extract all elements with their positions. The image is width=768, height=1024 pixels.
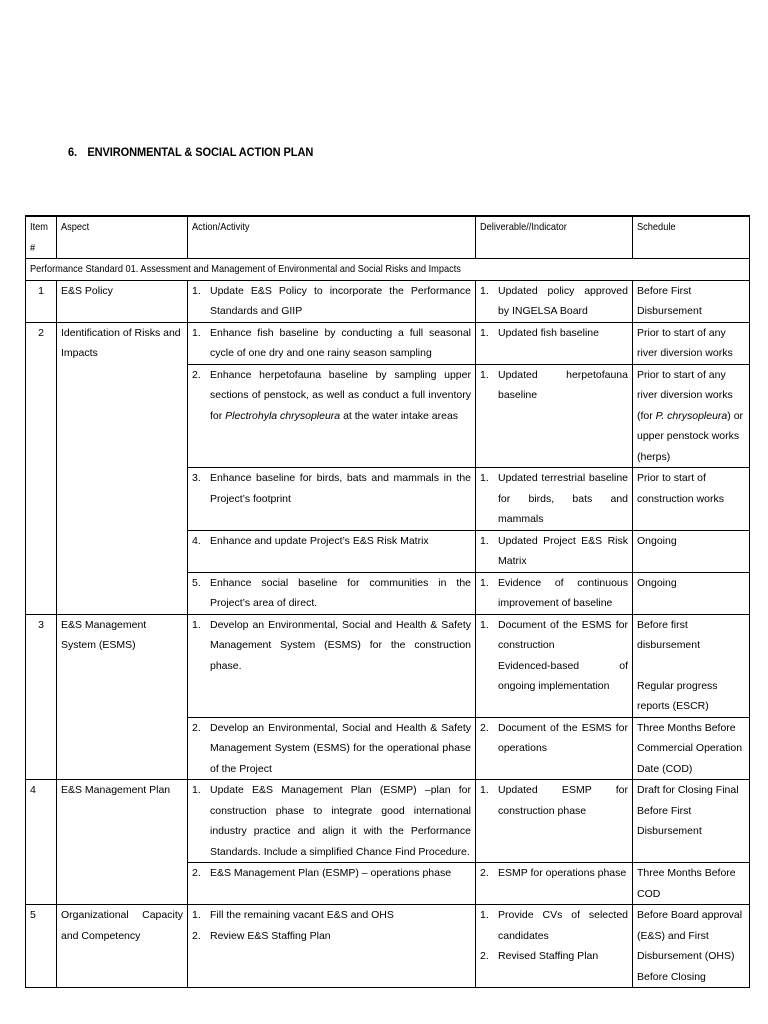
action-cell: 5. Enhance social baseline for communities in the Project’s area of direct. xyxy=(188,572,476,614)
deliverable-cell: 1. Evidence of continuous improvement of baseline xyxy=(476,572,633,614)
deliverable-cell: 1. Document of the ESMS for construction Evidenced-based of ongoing implementation xyxy=(476,614,633,717)
deliverable-cell: 1. Updated herpetofauna baseline xyxy=(476,364,633,468)
header-schedule: Schedule xyxy=(633,216,750,259)
schedule-cell: Draft for Closing Final Before First Disbursement xyxy=(633,780,750,863)
deliverable-cell: 1. Updated ESMP for construction phase xyxy=(476,780,633,863)
section-title: ENVIRONMENTAL & SOCIAL ACTION PLAN xyxy=(87,145,314,159)
action-cell: 1. Enhance fish baseline by conducting a full seasonal cycle of one dry and one rainy season sampling xyxy=(188,322,476,364)
header-aspect: Aspect xyxy=(57,216,188,259)
schedule-cell: Prior to start of any river diversion works xyxy=(633,322,750,364)
action-cell: 1. Update E&S Policy to incorporate the Performance Standards and GIIP xyxy=(188,280,476,322)
aspect-cell: Identification of Risks and Impacts xyxy=(57,322,188,614)
action-cell: 1. Develop an Environmental, Social and Health & Safety Management System (ESMS) for the construction phase. xyxy=(188,614,476,717)
table-row xyxy=(26,614,750,717)
header-action: Action/Activity xyxy=(188,216,476,259)
schedule-cell: Before First Disbursement xyxy=(633,280,750,322)
aspect-cell: E&S Policy xyxy=(57,280,188,322)
action-cell: 1. Fill the remaining vacant E&S and OHS 2. Review E&S Staffing Plan xyxy=(188,905,476,988)
deliverable-cell: 1. Updated fish baseline xyxy=(476,322,633,364)
action-cell: 2. Develop an Environmental, Social and Health & Safety Management System (ESMS) for the operational phase of the Project xyxy=(188,717,476,780)
table-row xyxy=(26,322,750,364)
section-number: 6. xyxy=(68,145,78,159)
schedule-cell: Three Months Before Commercial Operation Date (COD) xyxy=(633,717,750,780)
aspect-cell: E&S Management Plan xyxy=(57,780,188,905)
item-number: 3 xyxy=(26,614,57,780)
schedule-cell: Three Months Before COD xyxy=(633,863,750,905)
schedule-cell: Ongoing xyxy=(633,572,750,614)
aspect-cell: Organizational Capacity and Competency xyxy=(57,905,188,988)
action-cell: 2. Enhance herpetofauna baseline by sampling upper sections of penstock, as well as conduct a full inventory for Plectrohyla chrysopleura at the water intake areas xyxy=(188,364,476,468)
aspect-cell: E&S Management System (ESMS) xyxy=(57,614,188,780)
deliverable-cell: 1. Updated policy approved by INGELSA Board xyxy=(476,280,633,322)
header-item: Item # xyxy=(26,216,57,259)
performance-standard-label: Performance Standard 01. Assessment and Management of Environmental and Social Risks and Impacts xyxy=(26,259,750,281)
schedule-cell: Before Board approval (E&S) and First Disbursement (OHS) Before Closing xyxy=(633,905,750,988)
action-cell: 2. E&S Management Plan (ESMP) – operations phase xyxy=(188,863,476,905)
item-number: 4 xyxy=(26,780,57,905)
header-deliverable: Deliverable//Indicator xyxy=(476,216,633,259)
schedule-cell: Ongoing xyxy=(633,530,750,572)
section-heading xyxy=(68,145,313,159)
table-header-row xyxy=(26,216,750,259)
schedule-cell: Prior to start of construction works xyxy=(633,468,750,531)
table-row xyxy=(26,280,750,322)
deliverable-cell: 1. Updated Project E&S Risk Matrix xyxy=(476,530,633,572)
schedule-cell: Before first disbursement Regular progress reports (ESCR) xyxy=(633,614,750,717)
deliverable-cell: 2. Document of the ESMS for operations xyxy=(476,717,633,780)
table-row xyxy=(26,780,750,863)
deliverable-cell: 1. Updated terrestrial baseline for birds, bats and mammals xyxy=(476,468,633,531)
deliverable-cell: 2. ESMP for operations phase xyxy=(476,863,633,905)
section-row xyxy=(26,259,750,281)
schedule-cell: Prior to start of any river diversion works (for P. chrysopleura) or upper penstock works (herps) xyxy=(633,364,750,468)
action-cell: 3. Enhance baseline for birds, bats and mammals in the Project’s footprint xyxy=(188,468,476,531)
item-number: 5 xyxy=(26,905,57,988)
action-cell: 4. Enhance and update Project’s E&S Risk Matrix xyxy=(188,530,476,572)
deliverable-cell: 1. Provide CVs of selected candidates 2. Revised Staffing Plan xyxy=(476,905,633,988)
item-number: 1 xyxy=(26,280,57,322)
table-row xyxy=(26,905,750,988)
action-plan-table xyxy=(25,215,750,988)
item-number: 2 xyxy=(26,322,57,614)
action-cell: 1. Update E&S Management Plan (ESMP) –plan for construction phase to integrate good international industry practice and align it with the Performance Standards. Include a simplified Chance Find Procedure. xyxy=(188,780,476,863)
